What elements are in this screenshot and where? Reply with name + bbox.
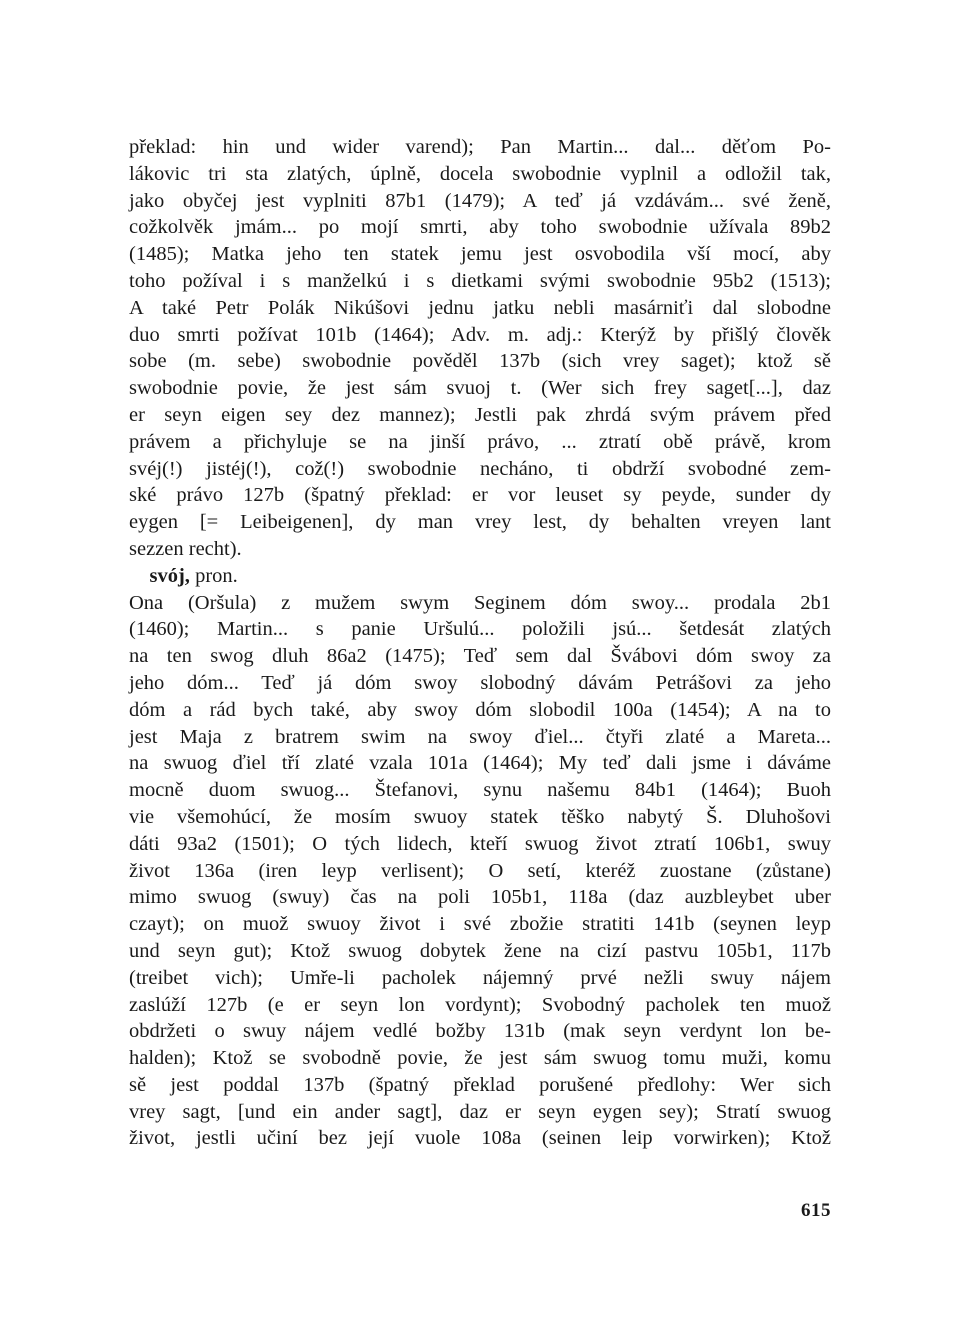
- text-line: Ona (Oršula) z mužem swym Seginem dóm swoy... prodala 2b1: [129, 591, 831, 614]
- entry-continuation: [129, 134, 831, 563]
- text-line: jako obyčej jest vyplniti 87b1 (1479); A teď já vzdávám... své ženě,: [129, 189, 831, 212]
- text-line: eygen [= Leibeigenen], dy man vrey lest, dy behalten vreyen lant: [129, 511, 831, 534]
- text-line: překlad: hin und wider varend); Pan Martin... dal... děťom Po-: [129, 136, 831, 158]
- text-line: život, jestli učiní bez její vuole 108a (seinen leip vorwirken); Ktož: [129, 1127, 831, 1150]
- text-line: dáti 93a2 (1501); O tých lidech, kteří swuog život ztratí 106b1, swuy: [129, 832, 831, 855]
- text-line: A také Petr Polák Nikúšovi jednu jatku nebli masárniťi dal slobodne: [129, 296, 831, 319]
- text-line: und seyn gut); Ktož swuog dobytek žene na cizí pastvu 105b1, 117b: [129, 939, 831, 962]
- entry-svoj: [129, 590, 831, 1153]
- text-line: ské právo 127b (špatný překlad: er vor leuset sy peyde, sunder dy: [129, 484, 831, 507]
- text-line: er seyn eigen sey dez mannez); Jestli pak zhrdá svým právem před: [129, 403, 831, 426]
- text-line: cožkolvěk jmám... po mojí smrti, aby toho swobodnie užívala 89b2: [129, 216, 831, 239]
- text-line: swobodnie povie, že jest sám svuoj t. (Wer sich frey saget[...], daz: [129, 377, 831, 400]
- page-number: 615: [801, 1200, 831, 1221]
- text-line: jest Maja z bratrem swim na swoy ďiel... čtyři zlaté a Mareta...: [129, 725, 831, 748]
- text-line: svéj(!) jistéj(!), což(!) swobodnie necháno, ti obdrží svobodné zem-: [129, 457, 831, 480]
- text-line: czayt); on muož swuoy život i své zbožie stratiti 141b (seynen leyp: [129, 913, 831, 936]
- text-line: právem a přichyluje se na jinší právo, ... ztratí obě právě, krom: [129, 430, 831, 453]
- text-line: sobe (m. sebe) swobodnie pověděl 137b (sich vrey saget); ktož sě: [129, 350, 831, 373]
- part-of-speech: pron.: [195, 564, 238, 587]
- text-line: lákovic tri sta zlatých, úplně, docela swobodnie vyplnil a odložil tak,: [129, 162, 831, 185]
- text-line: vie všemohúcí, že mosím swuoy statek těško nabytý Š. Dluhošovi: [129, 805, 831, 828]
- entry-heading: [129, 563, 831, 590]
- text-line: život 136a (iren leyp verlisent); O setí, kteréž zuostane (zůstane): [129, 859, 831, 882]
- text-line: zaslúží 127b (e er seyn lon vordynt); Svobodný pacholek ten muož: [129, 993, 831, 1016]
- text-line: (1485); Matka jeho ten statek jemu jest osvobodila vší mocí, aby: [129, 243, 831, 266]
- text-line: duo smrti požívat 101b (1464); Adv. m. adj.: Kterýž by přišlý člověk: [129, 323, 831, 346]
- text-line: sezzen recht).: [129, 537, 242, 560]
- headword: svój,: [149, 564, 190, 587]
- text-line: dóm a rád bych také, aby swoy dóm slobodil 100a (1454); A na to: [129, 698, 831, 721]
- dictionary-page-body: [129, 134, 831, 1152]
- text-line: mimo swuog (swuy) čas na poli 105b1, 118a (daz auzbleybet uber: [129, 886, 831, 909]
- text-line: na ten swog dluh 86a2 (1475); Teď sem dal Švábovi dóm swoy za: [129, 645, 831, 668]
- text-line: vrey sagt, [und ein ander sagt], daz er seyn eygen sey); Stratí swuog: [129, 1100, 831, 1123]
- text-line: mocně duom swuog... Štefanovi, synu našemu 84b1 (1464); Buoh: [129, 779, 831, 802]
- text-line: na swuog ďiel tří zlaté vzala 101a (1464); My teď dali jsme i dáváme: [129, 752, 831, 775]
- text-line: halden); Ktož se svobodně povie, že jest sám swuog tomu muži, komu: [129, 1047, 831, 1070]
- text-line: obdržeti o swuy nájem vedlé božby 131b (mak seyn verdynt lon be-: [129, 1020, 831, 1043]
- text-line: sě jest poddal 137b (špatný překlad porušené předlohy: Wer sich: [129, 1073, 831, 1096]
- text-line: toho požíval i s manželkú i s dietkami svými swobodnie 95b2 (1513);: [129, 269, 831, 292]
- text-line: (1460); Martin... s panie Uršulú... položili jsú... šetdesát zlatých: [129, 618, 831, 641]
- text-line: jeho dóm... Teď já dóm swoy slobodný dávám Petrášovi za jeho: [129, 671, 831, 694]
- text-line: (treibet vich); Umře-li pacholek nájemný prvé nežli swuy nájem: [129, 966, 831, 989]
